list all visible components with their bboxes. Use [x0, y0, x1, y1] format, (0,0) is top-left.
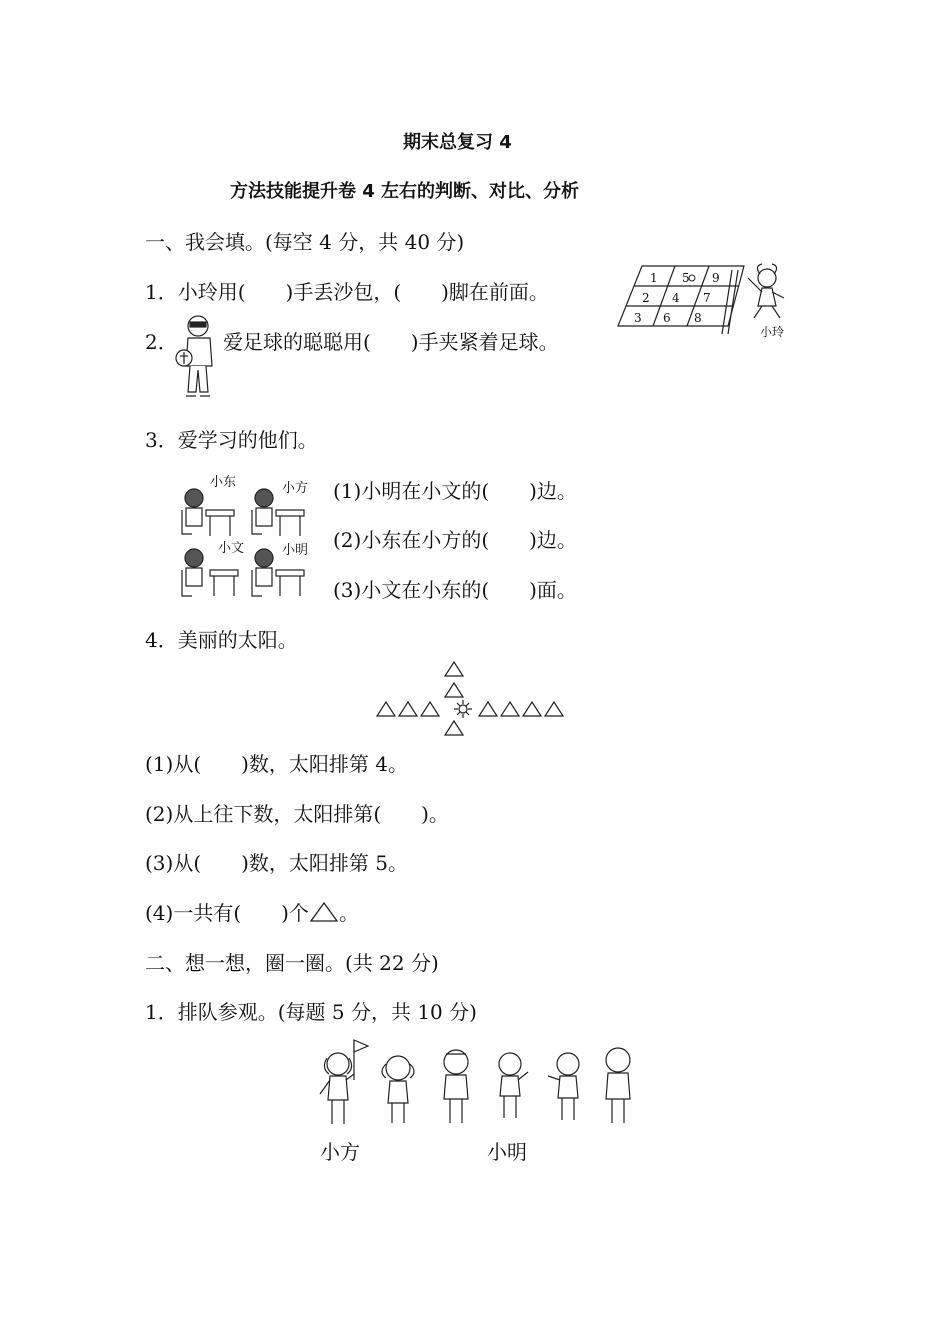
sun-icon [454, 700, 472, 718]
grid-cell-9: 8 [694, 311, 702, 325]
triangle-icon [421, 702, 439, 716]
question-1-2-text: 爱足球的聪聪用( )手夹紧着足球。 [223, 330, 559, 354]
kid-label-xiaofang: 小方 [320, 1140, 360, 1164]
kid-icon [499, 1053, 528, 1118]
triangle-icon [545, 702, 563, 716]
question-1-4-part-4-end: 。 [338, 901, 359, 925]
triangles-sun-figure [372, 658, 574, 738]
hopscotch-figure [612, 262, 792, 340]
question-1-3-part-2: (2)小东在小方的( )边。 [333, 528, 577, 552]
triangle-icon [445, 662, 463, 676]
question-1-2-number: 2． [145, 330, 178, 354]
triangle-icon [445, 683, 463, 697]
label-xiaofang: 小方 [282, 481, 309, 496]
kid-icon [548, 1053, 579, 1120]
question-1-1: 1．小玲用( )手丢沙包，( )脚在前面。 [145, 280, 549, 304]
question-1-4-part-4 [145, 901, 359, 925]
kids-queue-figure [310, 1036, 642, 1136]
page-title: 期末总复习 4 [403, 132, 512, 153]
kid-icon [606, 1048, 630, 1123]
kid-with-flag-icon [320, 1040, 368, 1124]
sandbag-icon [689, 275, 695, 281]
classroom-figure [176, 470, 321, 605]
girl-xiaoling-icon [748, 264, 784, 318]
question-1-4-part-3: (3)从( )数，太阳排第 5。 [145, 851, 409, 875]
question-1-3: 3．爱学习的他们。 [145, 428, 318, 452]
question-2-1: 1．排队参观。(每题 5 分，共 10 分) [145, 1000, 477, 1024]
kid-label-xiaoming: 小明 [487, 1140, 527, 1164]
section1-heading: 一、我会填。(每空 4 分，共 40 分) [145, 230, 465, 254]
girl-label: 小玲 [760, 325, 785, 339]
question-1-4-part-1: (1)从( )数，太阳排第 4。 [145, 752, 409, 776]
question-1-4-part-2: (2)从上往下数，太阳排第( )。 [145, 802, 449, 826]
section2-heading: 二、想一想，圈一圈。(共 22 分) [145, 951, 439, 975]
question-1-3-part-3: (3)小文在小东的( )面。 [333, 578, 577, 602]
grid-cell-7: 3 [634, 311, 642, 325]
label-xiaodong: 小东 [210, 475, 237, 490]
label-xiaowen: 小文 [218, 541, 245, 556]
grid-cell-1: 1 [650, 271, 658, 285]
triangle-icon [479, 702, 497, 716]
boy-with-football-icon [172, 312, 220, 400]
question-1-4: 4．美丽的太阳。 [145, 628, 298, 652]
triangle-icon [377, 702, 395, 716]
page-subtitle: 方法技能提升卷 4 左右的判断、对比、分析 [230, 181, 580, 202]
grid-cell-6: 7 [703, 291, 711, 305]
grid-cell-8: 6 [663, 311, 671, 325]
kid-icon [444, 1050, 468, 1123]
grid-cell-5: 4 [672, 291, 680, 305]
grid-cell-2: 5 [682, 271, 690, 285]
triangle-icon [309, 901, 339, 923]
label-xiaoming: 小明 [282, 543, 309, 558]
triangle-icon [501, 702, 519, 716]
grid-cell-3: 9 [712, 271, 720, 285]
question-1-3-part-1: (1)小明在小文的( )边。 [333, 479, 577, 503]
triangle-icon [399, 702, 417, 716]
grid-cell-4: 2 [642, 291, 650, 305]
question-1-4-part-4-text: (4)一共有( )个 [145, 901, 309, 925]
kid-icon [382, 1056, 414, 1123]
triangle-icon [445, 721, 463, 735]
triangle-icon [523, 702, 541, 716]
